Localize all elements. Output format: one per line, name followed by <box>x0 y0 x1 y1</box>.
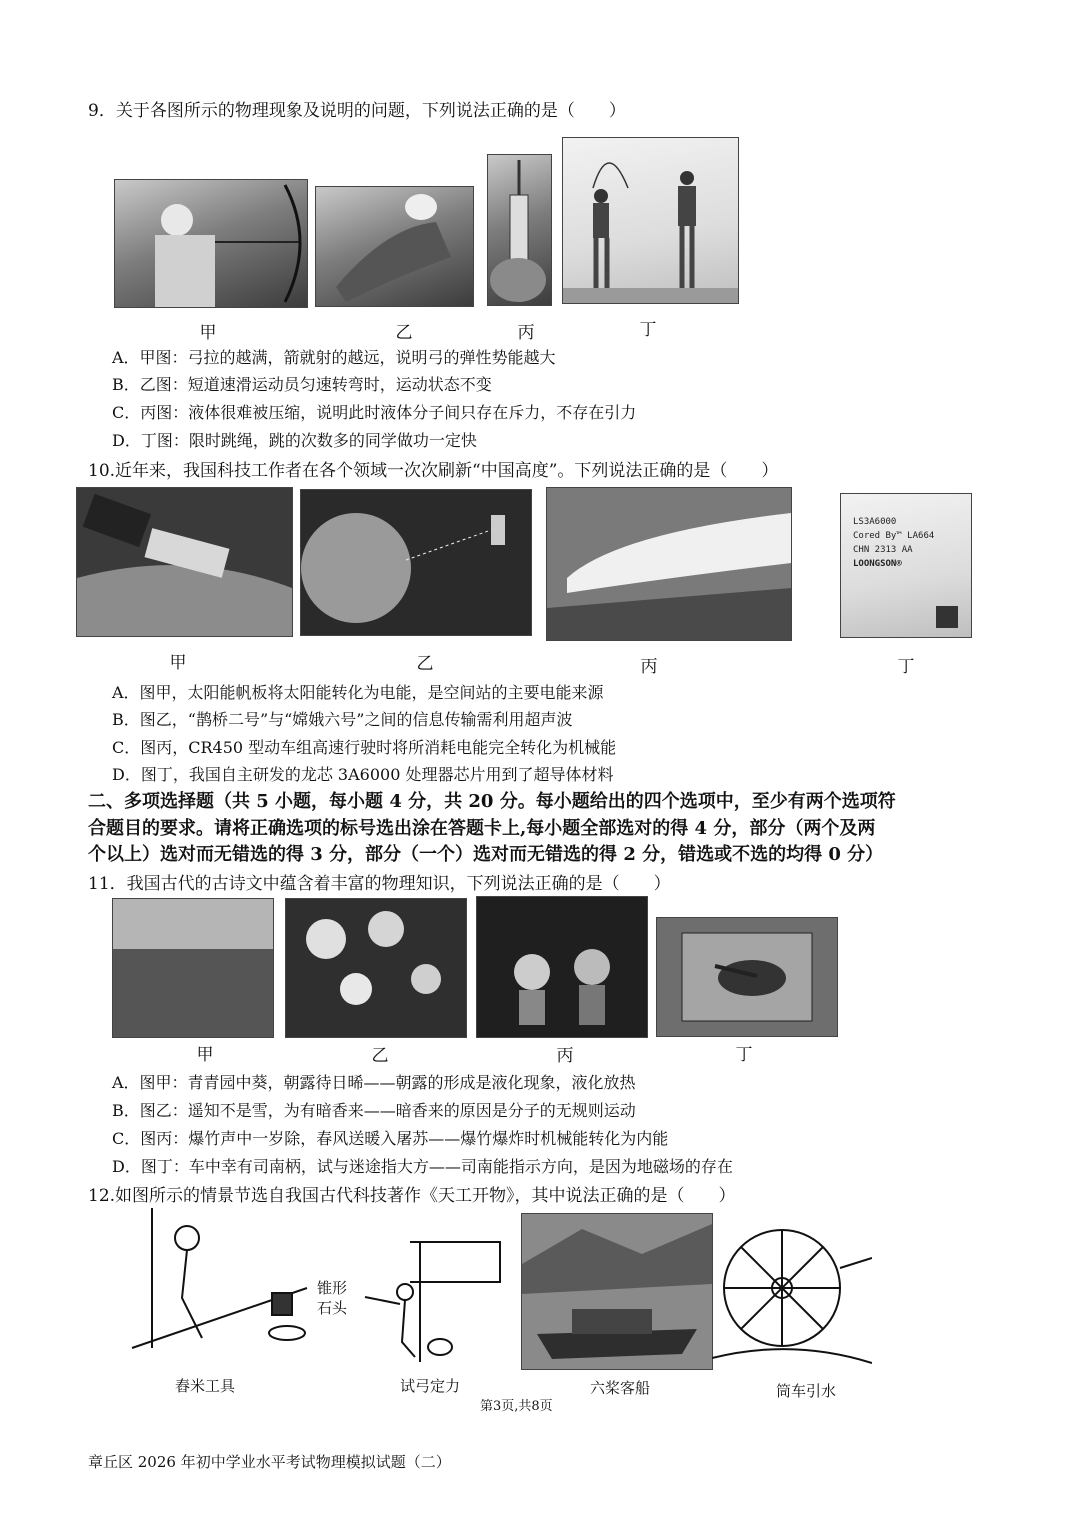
q10-image-loongson-chip <box>840 493 972 638</box>
q10-caption-bing: 丙 <box>640 657 658 677</box>
q11-image-morning-dew <box>112 898 274 1038</box>
q9-caption-bing: 丙 <box>517 323 535 343</box>
section2-line-3: 个以上）选对而无错选的得 3 分，部分（一个）选对而无错选的得 2 分，错选或不选的均得 0 分） <box>88 844 884 865</box>
q9-stem: 9．关于各图所示的物理现象及说明的问题，下列说法正确的是（ ） <box>88 101 626 121</box>
q10-caption-jia: 甲 <box>169 653 187 673</box>
chip-line-2: Cored By™ LA664 <box>853 531 935 541</box>
q10-image-relay-satellite <box>300 489 532 636</box>
q9-option-c: C．丙图：液体很难被压缩，说明此时液体分子间只存在斥力，不存在引力 <box>112 403 637 422</box>
q9-caption-jia: 甲 <box>199 323 217 343</box>
q12-image-bow-testing <box>360 1232 510 1362</box>
q11-option-d: D．图丁：车中幸有司南柄，试与迷途指大方——司南能指示方向，是因为地磁场的存在 <box>112 1157 733 1176</box>
q10-option-c: C．图丙，CR450 型动车组高速行驶时将所消耗电能完全转化为机械能 <box>112 738 617 757</box>
q10-option-a: A．图甲，太阳能帆板将太阳能转化为电能，是空间站的主要电能来源 <box>112 683 604 702</box>
q12-caption-bow-testing: 试弓定力 <box>399 1377 460 1395</box>
q12-image-water-wheel <box>712 1208 872 1373</box>
q9-caption-ding: 丁 <box>639 320 657 340</box>
q11-caption-yi: 乙 <box>371 1046 389 1066</box>
q11-image-sinan-compass <box>656 917 838 1037</box>
q11-stem: 11．我国古代的古诗文中蕴含着丰富的物理知识，下列说法正确的是（ ） <box>88 874 671 894</box>
chip-line-4: LOONGSON® <box>853 559 902 569</box>
q10-caption-yi: 乙 <box>416 654 434 674</box>
q11-caption-ding: 丁 <box>735 1045 753 1065</box>
exam-title-footer: 章丘区 2026 年初中学业水平考试物理模拟试题（二） <box>88 1453 451 1471</box>
section2-line-2: 合题目的要求。请将正确选项的标号选出涂在答题卡上,每小题全部选对的得 4 分，部分（两个及两 <box>88 818 876 839</box>
q11-option-b: B．图乙：遥知不是雪，为有暗香来——暗香来的原因是分子的无规则运动 <box>112 1101 636 1120</box>
q12-caption-water-wheel: 筒车引水 <box>775 1382 836 1400</box>
q11-image-plum-blossom <box>285 898 467 1038</box>
q9-image-archery <box>114 179 308 308</box>
q10-stem: 10.近年来，我国科技工作者在各个领域一次次刷新“中国高度”。下列说法正确的是（ ） <box>88 461 779 481</box>
q9-option-a: A．甲图：弓拉的越满，箭就射的越远，说明弓的弹性势能越大 <box>112 348 556 367</box>
q10-caption-ding: 丁 <box>897 657 915 677</box>
q9-option-b: B．乙图：短道速滑运动员匀速转弯时，运动状态不变 <box>112 375 492 394</box>
q11-caption-jia: 甲 <box>196 1045 214 1065</box>
q12-label-cone-stone <box>312 1278 352 1318</box>
q12-image-rice-pounder <box>112 1208 312 1368</box>
q12-caption-six-oar-boat: 六桨客船 <box>589 1379 650 1397</box>
chip-line-1: LS3A6000 <box>853 517 897 527</box>
q11-option-c: C．图丙：爆竹声中一岁除，春风送暖入屠苏——爆竹爆炸时机械能转化为内能 <box>112 1129 669 1148</box>
q10-option-d: D．图丁，我国自主研发的龙芯 3A6000 处理器芯片用到了超导体材料 <box>112 765 614 784</box>
q11-option-a: A．图甲：青青园中葵，朝露待日晞——朝露的形成是液化现象，液化放热 <box>112 1073 636 1092</box>
q9-option-d: D．丁图：限时跳绳，跳的次数多的同学做功一定快 <box>112 431 477 450</box>
q10-option-b: B．图乙，“鹊桥二号”与“嫦娥六号”之间的信息传输需利用超声波 <box>112 710 573 729</box>
q9-image-jump-rope <box>562 137 739 304</box>
q11-caption-bing: 丙 <box>556 1046 574 1066</box>
q11-image-firecrackers <box>476 896 648 1038</box>
chip-line-3: CHN 2313 AA <box>853 545 913 555</box>
q9-image-speed-skating <box>315 186 474 307</box>
section2-line-1: 二、多项选择题（共 5 小题，每小题 4 分，共 20 分。每小题给出的四个选项中，至少有两个选项符 <box>88 791 896 812</box>
chip-qr-code <box>936 606 958 628</box>
q9-image-syringe <box>487 154 552 306</box>
q12-stem: 12.如图所示的情景节选自我国古代科技著作《天工开物》，其中说法正确的是（ ） <box>88 1186 736 1206</box>
q10-image-space-station <box>76 487 293 637</box>
q10-image-bullet-train <box>546 487 792 641</box>
q12-label-cone-line-2: 石头 <box>316 1299 347 1317</box>
page-number: 第3页,共8页 <box>480 1399 553 1414</box>
q12-caption-rice-pounder: 舂米工具 <box>174 1377 235 1395</box>
q9-caption-yi: 乙 <box>395 323 413 343</box>
q12-image-six-oar-boat <box>521 1213 713 1370</box>
q12-label-cone-line-1: 锥形 <box>316 1279 347 1297</box>
